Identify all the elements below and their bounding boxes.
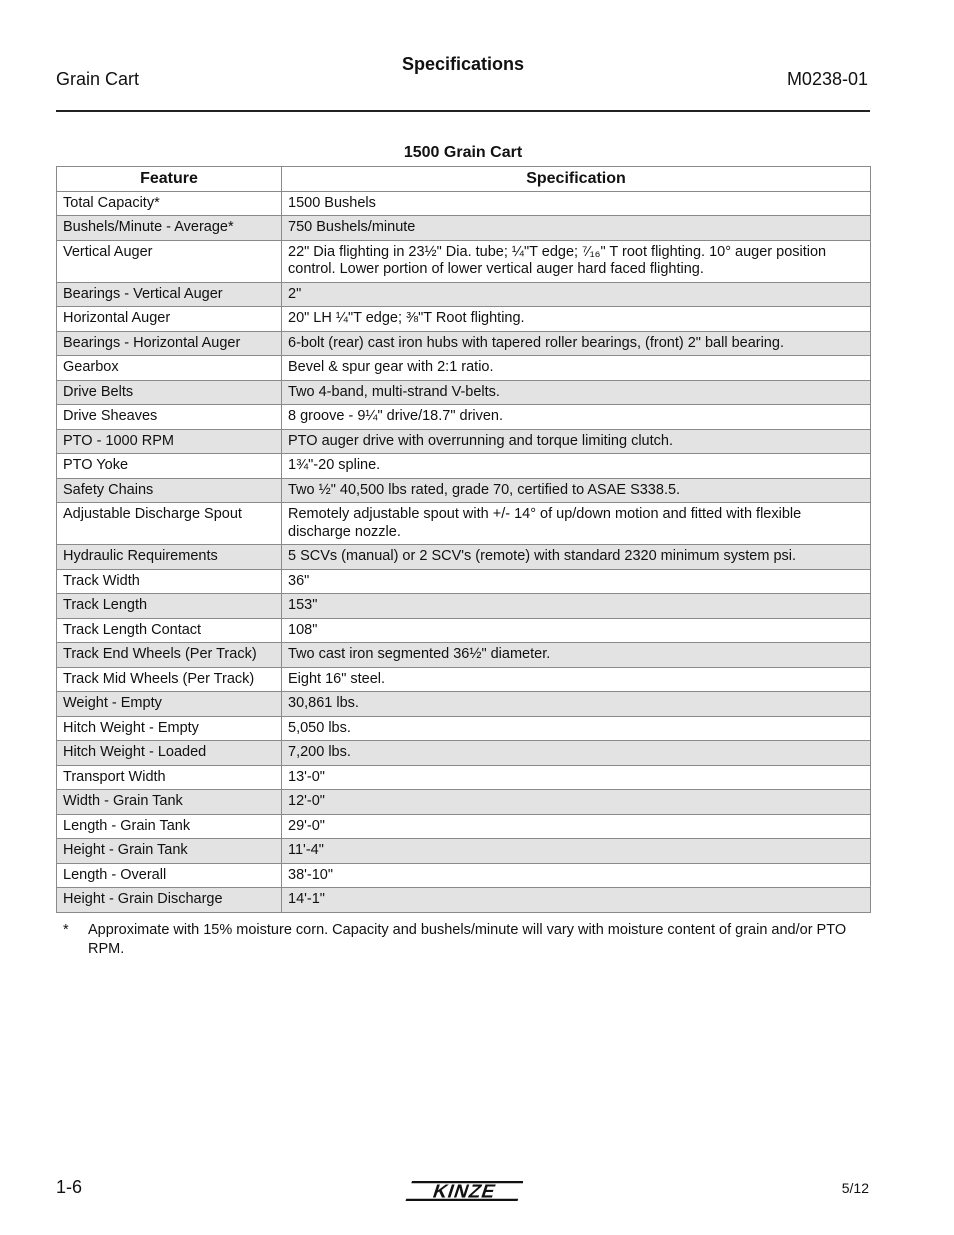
specification-cell: 30,861 lbs. — [282, 692, 871, 717]
table-row — [57, 863, 871, 888]
specification-cell: 1¾"-20 spline. — [282, 454, 871, 479]
table-row — [57, 814, 871, 839]
feature-cell: Track Length Contact — [57, 618, 282, 643]
feature-cell: Bearings - Horizontal Auger — [57, 331, 282, 356]
feature-cell: Gearbox — [57, 356, 282, 381]
table-row — [57, 790, 871, 815]
column-header-specification: Specification — [282, 167, 871, 192]
specification-cell: Two ½" 40,500 lbs rated, grade 70, certified to ASAE S338.5. — [282, 478, 871, 503]
specification-cell: Bevel & spur gear with 2:1 ratio. — [282, 356, 871, 381]
specification-cell: PTO auger drive with overrunning and torque limiting clutch. — [282, 429, 871, 454]
table-row — [57, 503, 871, 545]
specification-cell: Two cast iron segmented 36½" diameter. — [282, 643, 871, 668]
table-body — [57, 191, 871, 912]
table-row — [57, 643, 871, 668]
table-row — [57, 282, 871, 307]
product-name: Grain Cart — [56, 69, 140, 89]
table-row — [57, 839, 871, 864]
feature-cell: PTO - 1000 RPM — [57, 429, 282, 454]
table-row — [57, 307, 871, 332]
table-row — [57, 545, 871, 570]
feature-cell: Adjustable Discharge Spout — [57, 503, 282, 545]
feature-cell: Hitch Weight - Loaded — [57, 741, 282, 766]
table-row — [57, 429, 871, 454]
feature-cell: PTO Yoke — [57, 454, 282, 479]
footnote-mark: * — [63, 922, 69, 938]
header-divider — [56, 110, 870, 112]
table-row — [57, 240, 871, 282]
column-header-feature: Feature — [57, 167, 282, 192]
kinze-logo — [403, 1178, 523, 1204]
feature-cell: Hitch Weight - Empty — [57, 716, 282, 741]
specification-cell: 153" — [282, 594, 871, 619]
specification-cell: 36" — [282, 569, 871, 594]
table-row — [57, 888, 871, 913]
table-row — [57, 765, 871, 790]
table-row — [57, 478, 871, 503]
table-row — [57, 716, 871, 741]
table-row — [57, 594, 871, 619]
feature-cell: Bearings - Vertical Auger — [57, 282, 282, 307]
specification-cell: 11'-4" — [282, 839, 871, 864]
feature-cell: Track Length — [57, 594, 282, 619]
footnote-text: Approximate with 15% moisture corn. Capacity and bushels/minute will vary with moisture content of grain and/or PTO RPM. — [88, 922, 847, 957]
specification-cell: 38'-10" — [282, 863, 871, 888]
section-title: Specifications — [401, 54, 525, 74]
feature-cell: Track Width — [57, 569, 282, 594]
specification-cell: 7,200 lbs. — [282, 741, 871, 766]
table-row — [57, 356, 871, 381]
table-row — [57, 405, 871, 430]
page-number: 1-6 — [56, 1177, 83, 1197]
feature-cell: Drive Belts — [57, 380, 282, 405]
specification-cell: 14'-1" — [282, 888, 871, 913]
feature-cell: Horizontal Auger — [57, 307, 282, 332]
table-title: 1500 Grain Cart — [403, 144, 523, 161]
table-row — [57, 216, 871, 241]
specification-cell: 108" — [282, 618, 871, 643]
feature-cell: Track End Wheels (Per Track) — [57, 643, 282, 668]
kinze-logo-text: KINZE — [430, 1180, 500, 1203]
feature-cell: Vertical Auger — [57, 240, 282, 282]
feature-cell: Total Capacity* — [57, 191, 282, 216]
table-row — [57, 569, 871, 594]
specification-cell: 8 groove - 9¼" drive/18.7" driven. — [282, 405, 871, 430]
table-header-row — [57, 167, 871, 192]
feature-cell: Length - Overall — [57, 863, 282, 888]
table-row — [57, 191, 871, 216]
table-row — [57, 692, 871, 717]
footnote — [63, 921, 873, 959]
table-row — [57, 667, 871, 692]
feature-cell: Weight - Empty — [57, 692, 282, 717]
specification-cell: Two 4-band, multi-strand V-belts. — [282, 380, 871, 405]
specification-cell: 6-bolt (rear) cast iron hubs with tapered roller bearings, (front) 2" ball bearing. — [282, 331, 871, 356]
specification-cell: 5,050 lbs. — [282, 716, 871, 741]
table-row — [57, 454, 871, 479]
specification-cell: Remotely adjustable spout with +/- 14° of up/down motion and fitted with flexible discharge nozzle. — [282, 503, 871, 545]
table-row — [57, 618, 871, 643]
feature-cell: Hydraulic Requirements — [57, 545, 282, 570]
specification-cell: 13'-0" — [282, 765, 871, 790]
feature-cell: Height - Grain Tank — [57, 839, 282, 864]
feature-cell: Height - Grain Discharge — [57, 888, 282, 913]
feature-cell: Safety Chains — [57, 478, 282, 503]
feature-cell: Length - Grain Tank — [57, 814, 282, 839]
specification-cell: 12'-0" — [282, 790, 871, 815]
revision-date: 5/12 — [841, 1180, 869, 1196]
specifications-table — [56, 166, 871, 913]
table-row — [57, 380, 871, 405]
table-row — [57, 741, 871, 766]
specification-cell: 20" LH ¼"T edge; ⅜"T Root flighting. — [282, 307, 871, 332]
feature-cell: Bushels/Minute - Average* — [57, 216, 282, 241]
specification-cell: 22" Dia flighting in 23½" Dia. tube; ¼"T edge; ⁷⁄₁₆" T root flighting. 10° auger position control. Lower portion of lower vertical auger hard faced flighting. — [282, 240, 871, 282]
specification-cell: 1500 Bushels — [282, 191, 871, 216]
document-number: M0238-01 — [786, 69, 868, 89]
feature-cell: Track Mid Wheels (Per Track) — [57, 667, 282, 692]
feature-cell: Width - Grain Tank — [57, 790, 282, 815]
table-row — [57, 331, 871, 356]
specification-cell: 29'-0" — [282, 814, 871, 839]
specification-cell: Eight 16" steel. — [282, 667, 871, 692]
specification-cell: 750 Bushels/minute — [282, 216, 871, 241]
feature-cell: Transport Width — [57, 765, 282, 790]
specification-cell: 2" — [282, 282, 871, 307]
specification-cell: 5 SCVs (manual) or 2 SCV's (remote) with standard 2320 minimum system psi. — [282, 545, 871, 570]
feature-cell: Drive Sheaves — [57, 405, 282, 430]
